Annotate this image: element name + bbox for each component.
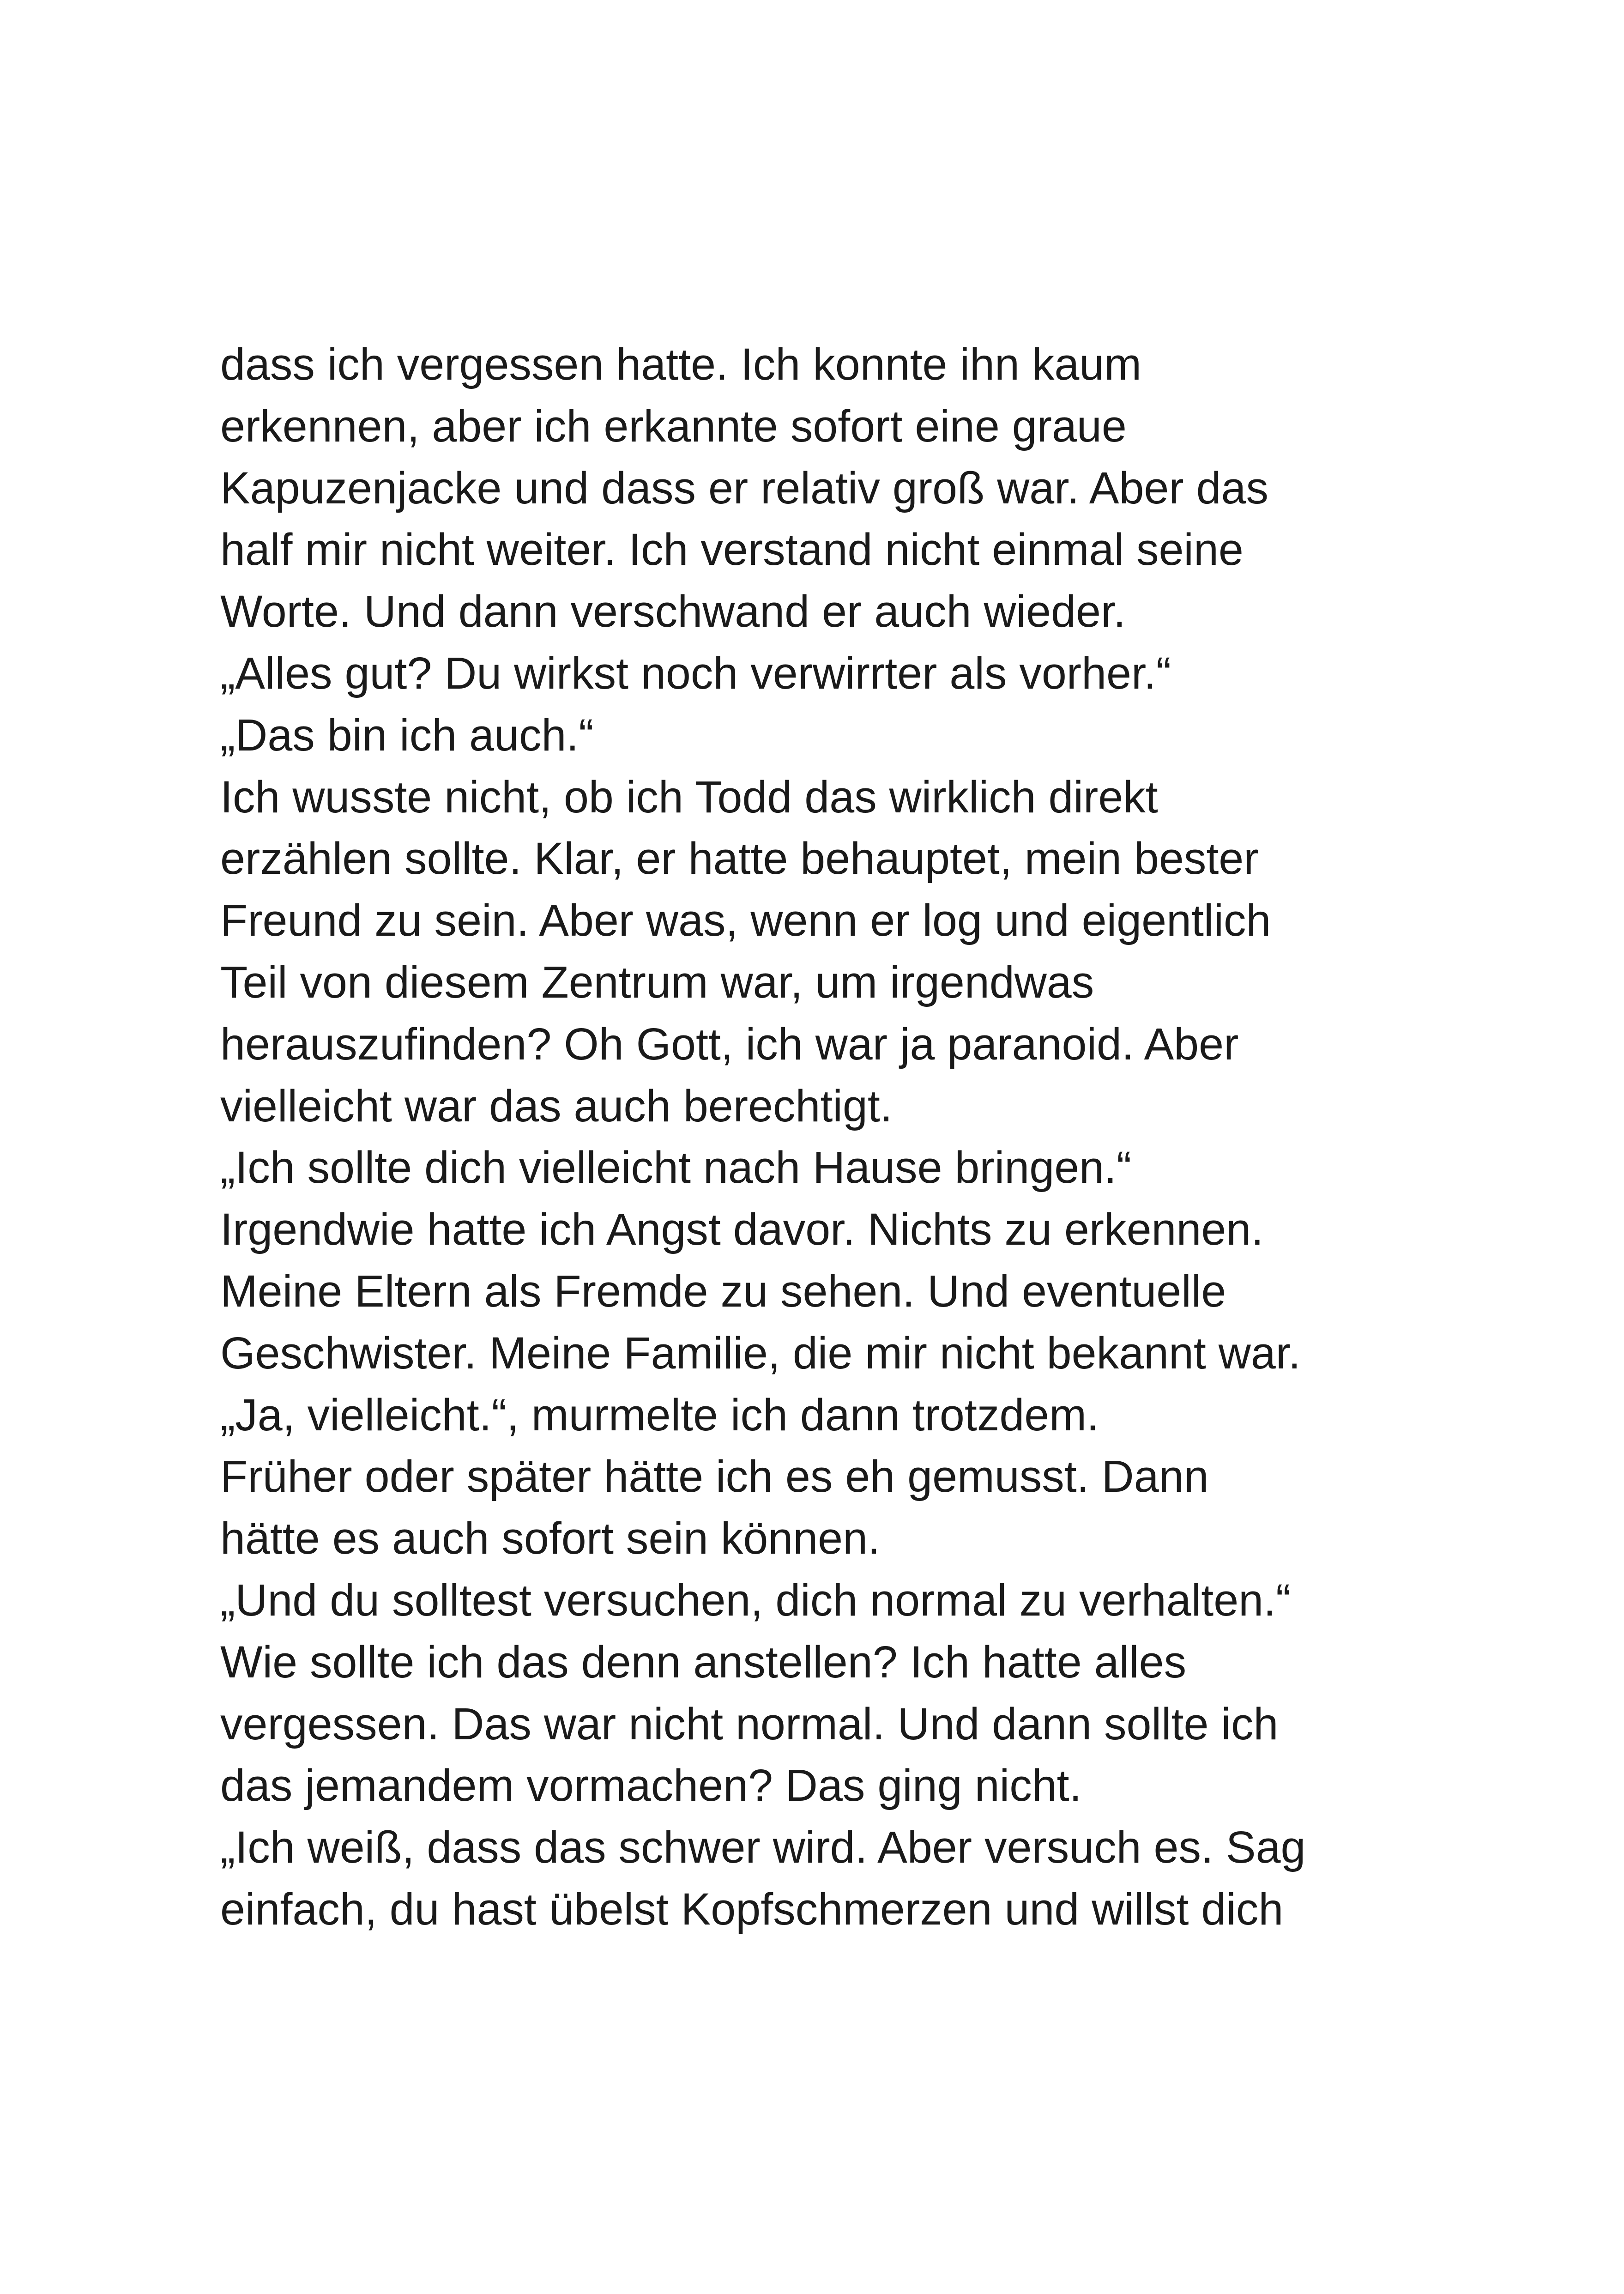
text-line: Teil von diesem Zentrum war, um irgendwas [220, 956, 1094, 1007]
text-line: „Das bin ich auch.“ [220, 709, 594, 760]
text-line: Geschwister. Meine Familie, die mir nicht bekannt war. [220, 1327, 1301, 1378]
text-line: Meine Eltern als Fremde zu sehen. Und eventuelle [220, 1265, 1226, 1316]
text-line: hätte es auch sofort sein können. [220, 1513, 880, 1564]
text-line: Freund zu sein. Aber was, wenn er log und eigentlich [220, 895, 1271, 946]
body-text [220, 333, 1559, 1940]
text-line: „Ich sollte dich vielleicht nach Hause bringen.“ [220, 1142, 1132, 1193]
text-line: Ich wusste nicht, ob ich Todd das wirklich direkt [220, 771, 1158, 822]
text-line: half mir nicht weiter. Ich verstand nicht einmal seine [220, 524, 1244, 575]
text-line: vergessen. Das war nicht normal. Und dann sollte ich [220, 1698, 1279, 1749]
text-line: „Alles gut? Du wirkst noch verwirrter als vorher.“ [220, 648, 1171, 698]
text-line: herauszufinden? Oh Gott, ich war ja paranoid. Aber [220, 1018, 1239, 1069]
text-line: Kapuzenjacke und dass er relativ groß war. Aber das [220, 462, 1268, 513]
text-line: erkennen, aber ich erkannte sofort eine graue [220, 400, 1127, 451]
text-line: Worte. Und dann verschwand er auch wieder. [220, 586, 1126, 637]
text-line: Wie sollte ich das denn anstellen? Ich hatte alles [220, 1636, 1187, 1687]
text-line: dass ich vergessen hatte. Ich konnte ihn kaum [220, 339, 1142, 389]
text-line: das jemandem vormachen? Das ging nicht. [220, 1760, 1082, 1811]
text-line: „Ja, vielleicht.“, murmelte ich dann trotzdem. [220, 1389, 1099, 1440]
text-line: vielleicht war das auch berechtigt. [220, 1080, 893, 1131]
text-line: „Ich weiß, dass das schwer wird. Aber versuch es. Sag [220, 1822, 1306, 1873]
text-line: Irgendwie hatte ich Angst davor. Nichts zu erkennen. [220, 1204, 1264, 1255]
text-line: einfach, du hast übelst Kopfschmerzen und willst dich [220, 1883, 1284, 1934]
text-line: erzählen sollte. Klar, er hatte behauptet, mein bester [220, 833, 1259, 884]
text-line: Früher oder später hätte ich es eh gemusst. Dann [220, 1451, 1209, 1502]
text-line: „Und du solltest versuchen, dich normal zu verhalten.“ [220, 1574, 1291, 1625]
